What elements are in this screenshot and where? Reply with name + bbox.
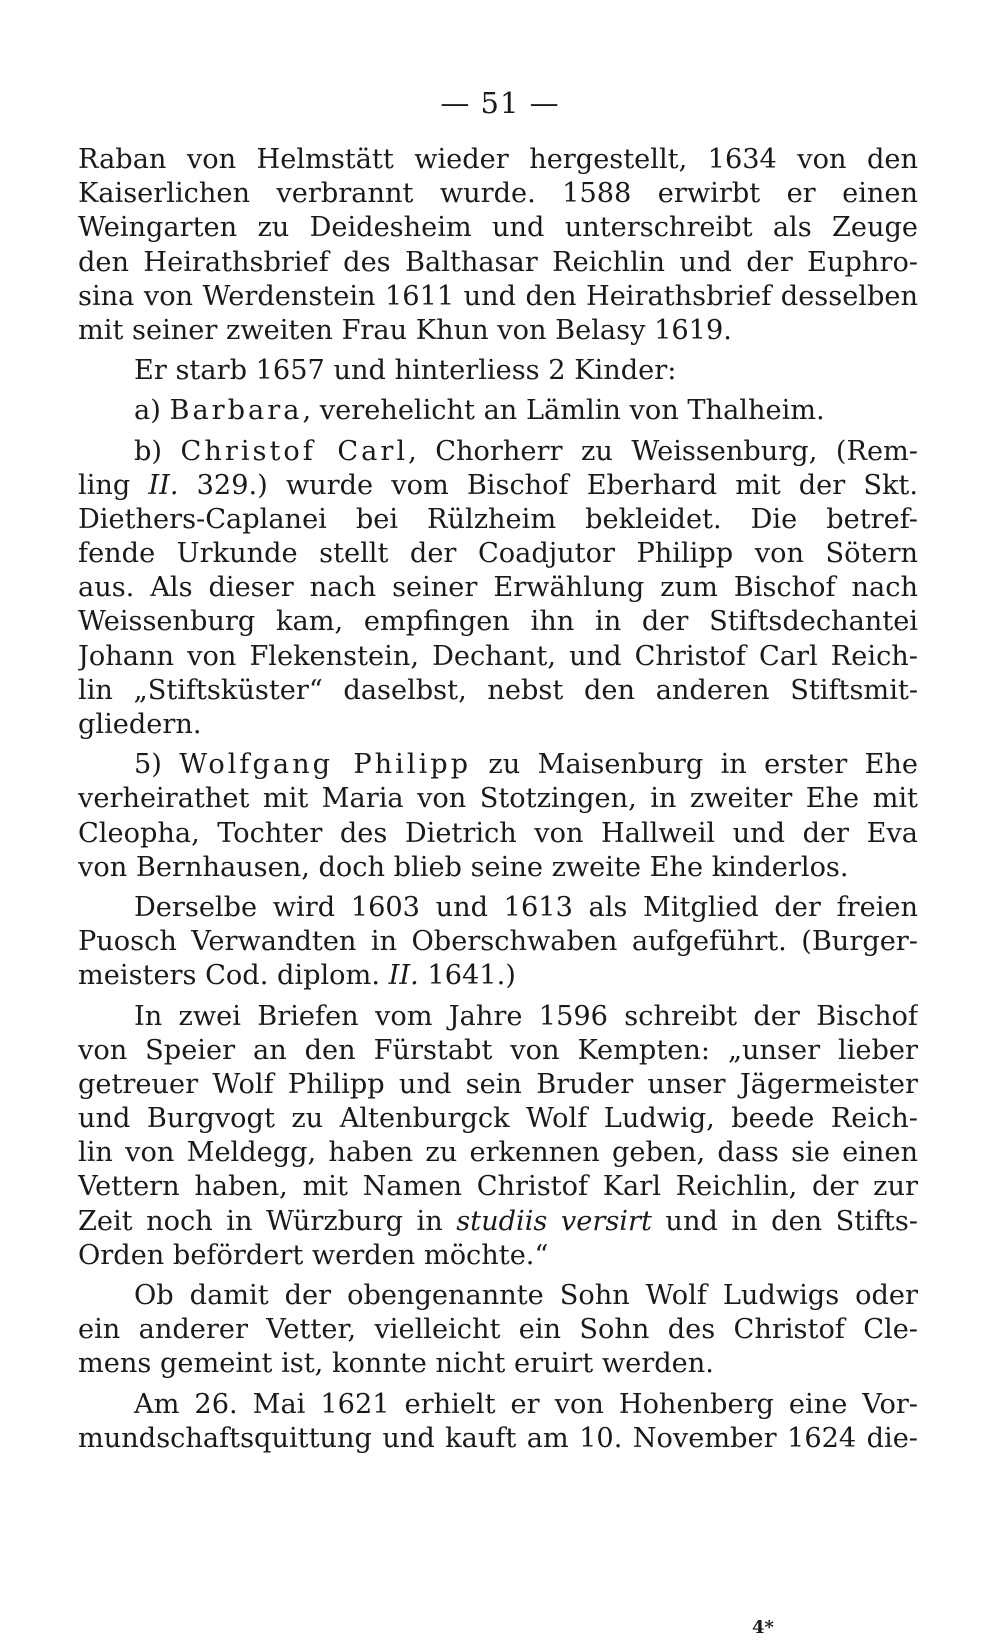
text-line	[78, 1170, 918, 1204]
text-span: Orden befördert werden möchte.“	[78, 1239, 549, 1271]
text-line	[78, 314, 918, 348]
page-number: — 51 —	[440, 86, 560, 120]
text-span: sina von Werdenstein 1611 und den Heirathsbrief desselben	[78, 280, 918, 312]
text-span: Vettern haben, mit Namen Christof Karl Reichlin, der zur	[78, 1171, 918, 1203]
text-span: Am 26. Mai 1621 erhielt er von Hohenberg eine Vor-	[134, 1388, 918, 1420]
text-line	[78, 571, 918, 605]
text-line	[78, 1422, 918, 1456]
text-span: 329.) wurde vom Bischof Eberhard mit der Skt.	[178, 469, 918, 501]
text-line	[78, 537, 918, 571]
text-line	[78, 1388, 918, 1422]
text-span: In zwei Briefen vom Jahre 1596 schreibt der Bischof	[134, 1000, 918, 1032]
text-line	[78, 851, 918, 885]
spaced-name: Barbara	[169, 395, 303, 427]
text-line	[78, 1239, 918, 1273]
text-span: von Bernhausen, doch blieb seine zweite Ehe kinderlos.	[78, 851, 849, 883]
italic-text: II.	[388, 960, 419, 992]
text-span: Raban von Helmstätt wieder hergestellt, 1634 von den	[78, 144, 918, 175]
text-span: Zeit noch in Würzburg in	[78, 1205, 457, 1237]
text-line	[78, 1279, 918, 1313]
text-span: mit seiner zweiten Frau Khun von Belasy 1619.	[78, 314, 732, 346]
text-span: b)	[134, 435, 181, 467]
text-span: Kaiserlichen verbrannt wurde. 1588 erwirbt er einen	[78, 178, 918, 210]
text-line	[78, 1034, 918, 1068]
text-span: lin von Meldegg, haben zu erkennen geben, dass sie einen	[78, 1137, 918, 1169]
text-span: mens gemeint ist, konnte nicht eruirt werden.	[78, 1348, 714, 1380]
text-line	[78, 925, 918, 959]
text-span: 5)	[134, 749, 180, 781]
text-line	[78, 640, 918, 674]
text-span: Cleopha, Tochter des Dietrich von Hallweil und der Eva	[78, 817, 918, 849]
text-line	[78, 1068, 918, 1102]
spaced-name: Christof Carl	[180, 435, 409, 467]
body-text	[78, 143, 918, 1456]
text-span: Johann von Flekenstein, Dechant, und Christof Carl Reich-	[78, 640, 918, 672]
text-line	[78, 469, 918, 503]
text-line	[78, 891, 918, 925]
text-span: Diethers-Caplanei bei Rülzheim bekleidet. Die betref-	[78, 503, 918, 535]
text-line	[78, 1000, 918, 1034]
text-line	[78, 280, 918, 314]
text-line	[78, 708, 918, 742]
text-line	[78, 1136, 918, 1170]
spaced-name: Wolfgang Philipp	[179, 749, 472, 781]
text-span: Ob damit der obengenannte Sohn Wolf Ludwigs oder	[134, 1280, 918, 1311]
text-line	[78, 817, 918, 851]
text-span: lin „Stiftsküster“ daselbst, nebst den anderen Stiftsmit-	[78, 674, 918, 706]
text-span: verheirathet mit Maria von Stotzingen, in zweiter Ehe mit	[78, 783, 918, 815]
text-line	[78, 1347, 918, 1381]
text-line	[78, 1102, 918, 1136]
text-line	[78, 1313, 918, 1347]
text-line	[78, 782, 918, 816]
text-span: ein anderer Vetter, vielleicht ein Sohn des Christof Cle-	[78, 1314, 918, 1346]
text-span: ling	[78, 469, 149, 501]
text-span: 1641.)	[418, 960, 516, 992]
text-line	[78, 177, 918, 211]
text-span: , verehelicht an Lämlin von Thalheim.	[302, 395, 825, 427]
text-line	[78, 211, 918, 245]
printer-signature-mark: 4*	[752, 1617, 774, 1638]
text-line	[78, 354, 918, 388]
text-span: aus. Als dieser nach seiner Erwählung zum Bischof nach	[78, 572, 918, 604]
text-line	[78, 394, 918, 428]
text-span: und in den Stifts-	[651, 1205, 918, 1237]
text-line	[78, 435, 918, 469]
text-span: , Chorherr zu Weissenburg, (Rem-	[408, 435, 918, 467]
text-span: gliedern.	[78, 709, 202, 740]
text-line	[78, 143, 918, 177]
text-span: von Speier an den Fürstabt von Kempten: „unser lieber	[78, 1034, 918, 1066]
italic-text: II.	[148, 469, 179, 501]
text-span: Weingarten zu Deidesheim und unterschreibt als Zeuge	[78, 212, 918, 244]
text-line	[78, 959, 918, 993]
italic-text: studiis versirt	[456, 1205, 652, 1237]
text-line	[78, 503, 918, 537]
text-span: mundschaftsquittung und kauft am 10. November 1624 die-	[78, 1422, 918, 1454]
text-span: fende Urkunde stellt der Coadjutor Philipp von Sötern	[78, 538, 918, 570]
text-line	[78, 748, 918, 782]
text-line	[78, 1205, 918, 1239]
text-span: den Heirathsbrief des Balthasar Reichlin und der Euphro-	[78, 246, 918, 278]
text-line	[78, 674, 918, 708]
text-line	[78, 246, 918, 280]
text-span: Weissenburg kam, empfingen ihn in der Stiftsdechantei	[78, 606, 918, 638]
text-span: Er starb 1657 und hinterliess 2 Kinder:	[134, 355, 677, 387]
text-span: a)	[134, 395, 170, 427]
text-span: und Burgvogt zu Altenburgck Wolf Ludwig, beede Reich-	[78, 1103, 918, 1135]
text-span: meisters Cod. diplom.	[78, 960, 389, 992]
text-span: zu Maisenburg in erster Ehe	[471, 749, 918, 781]
text-span: Derselbe wird 1603 und 1613 als Mitglied der freien	[134, 891, 918, 923]
text-span: getreuer Wolf Philipp und sein Bruder unser Jägermeister	[78, 1068, 918, 1100]
text-span: Puosch Verwandten in Oberschwaben aufgeführt. (Burger-	[78, 926, 918, 958]
text-line	[78, 605, 918, 639]
